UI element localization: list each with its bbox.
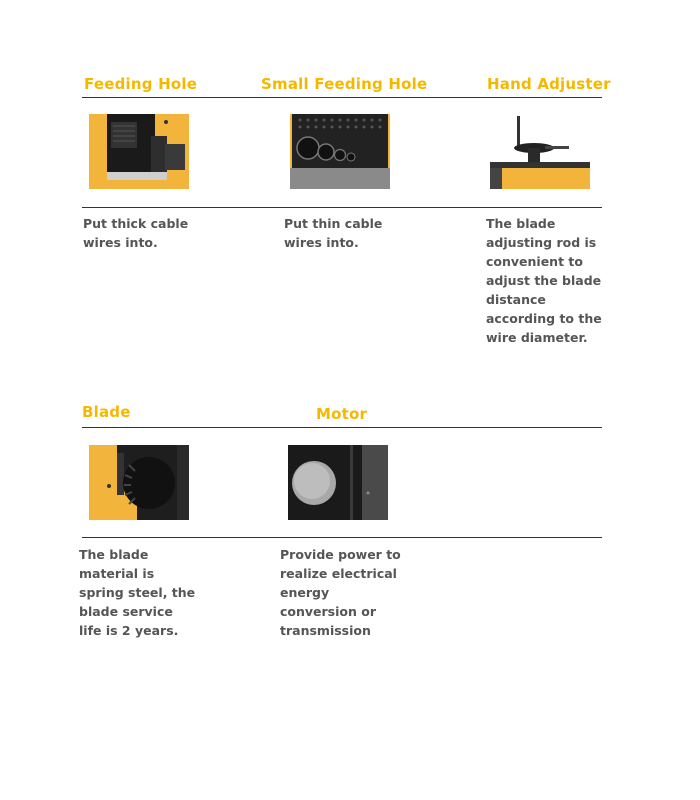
hand-adjuster-photo	[490, 114, 590, 189]
row2-top-divider	[82, 427, 602, 428]
motor-description: Provide power to realize electrical energy conversion or transmission	[280, 547, 401, 638]
hand-adjuster-title: Hand Adjuster	[487, 75, 611, 93]
row1-top-divider	[82, 97, 602, 98]
blade-title: Blade	[82, 403, 131, 421]
small-feeding-hole-description: Put thin cable wires into.	[284, 216, 383, 250]
hand-adjuster-description: The blade adjusting rod is convenient to adjust the blade distance according to the wire diameter.	[486, 216, 602, 345]
feeding-hole-title: Feeding Hole	[84, 75, 198, 93]
blade-description: The blade material is spring steel, the blade service life is 2 years.	[79, 547, 196, 638]
small-feeding-hole-title: Small Feeding Hole	[261, 75, 428, 93]
row1-bottom-divider	[82, 207, 602, 208]
feeding-hole-photo	[89, 114, 189, 189]
row2-bottom-divider	[82, 537, 602, 538]
blade-photo	[89, 445, 189, 520]
motor-title: Motor	[316, 405, 368, 423]
feeding-hole-description: Put thick cable wires into.	[83, 216, 189, 250]
motor-photo	[288, 445, 388, 520]
small-feeding-hole-photo	[290, 114, 390, 189]
